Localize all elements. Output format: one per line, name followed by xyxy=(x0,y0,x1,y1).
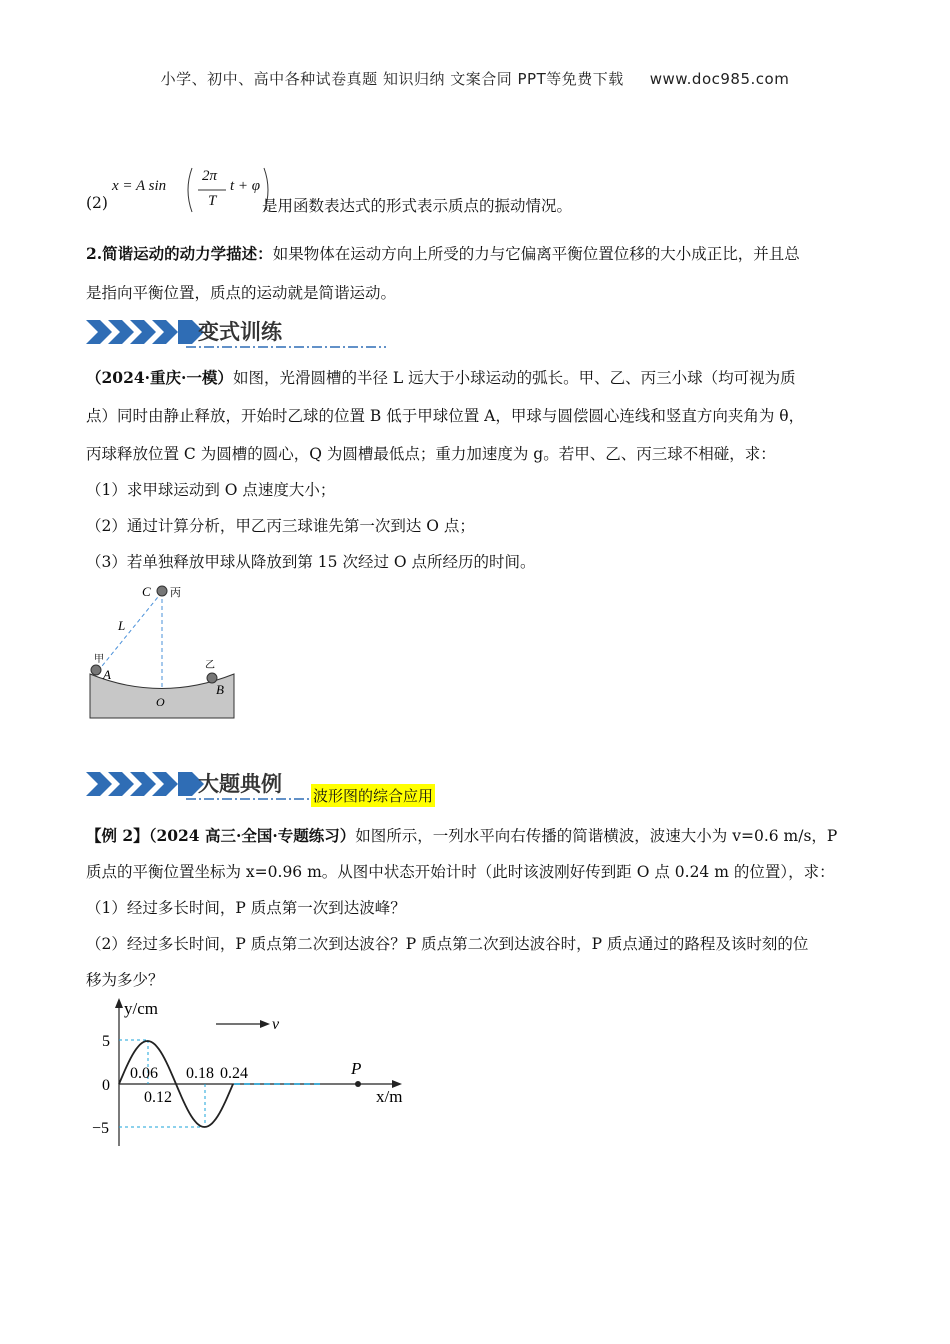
x-tick-024: 0.24 xyxy=(220,1065,248,1082)
y-tick-0: 0 xyxy=(102,1077,110,1094)
problem1-q2: （2）通过计算分析，甲乙丙三球谁先第一次到达 O 点； xyxy=(86,517,475,535)
problem1-line2: 点）同时由静止释放，开始时乙球的位置 B 低于甲球位置 A，甲球与圆偿圆心连线和竖直方向夹角为 θ， xyxy=(86,407,805,425)
ball-bing xyxy=(157,586,167,596)
figure-groove xyxy=(86,578,256,723)
y-tick-neg5: −5 xyxy=(92,1120,110,1137)
velocity-arrow-head xyxy=(260,1020,270,1028)
figure-wave xyxy=(86,996,426,1156)
problem1-q3: （3）若单独释放甲球从降放到第 15 次经过 O 点所经历的时间。 xyxy=(86,553,536,571)
banner2-tag: 波形图的综合应用 xyxy=(311,784,435,807)
example2-line1 xyxy=(86,824,866,848)
page-header xyxy=(0,68,950,89)
problem1-text1: 如图，光滑圆槽的半径 L 远大于小球运动的弧长。甲、乙、丙三小球（均可视为质 xyxy=(232,369,796,387)
x-tick-018: 0.18 xyxy=(186,1065,214,1082)
label-bing: 丙 xyxy=(170,586,181,599)
banner2-underline xyxy=(186,796,316,802)
problem1-q1: （1）求甲球运动到 O 点速度大小； xyxy=(86,481,336,499)
example2-q1: （1）经过多长时间，P 质点第一次到达波峰？ xyxy=(86,899,406,917)
problem1-line3: 丙球释放位置 C 为圆槽的圆心，Q 为圆槽最低点；重力加速度为 g。若甲、乙、丙三球不相碰，求： xyxy=(86,445,776,463)
example2-label: 【例 2】 xyxy=(86,826,149,845)
x-tick-012: 0.12 xyxy=(144,1089,172,1106)
example2-q2a: （2）经过多长时间，P 质点第二次到达波谷？P 质点第二次到达波谷时，P 质点通过的路程及该时刻的位 xyxy=(86,935,809,953)
frac-numerator: 2π xyxy=(202,168,218,184)
label-P: P xyxy=(351,1059,362,1078)
banner-variant-training xyxy=(86,314,506,354)
label-O: O xyxy=(156,695,165,709)
header-text: 小学、初中、高中各种试卷真题 知识归纳 文案合同 PPT等免费下载 xyxy=(160,70,624,88)
banner1-underline xyxy=(186,344,386,350)
left-paren xyxy=(188,168,192,212)
formula-tail: t + φ xyxy=(230,178,261,194)
frac-denominator: T xyxy=(208,193,217,209)
example2-text1: 如图所示，一列水平向右传播的简谐横波，波速大小为 v=0.6 m/s，P xyxy=(355,827,838,845)
label-v: v xyxy=(272,1016,280,1033)
x-axis-label: x/m xyxy=(376,1087,403,1106)
y-axis-label: y/cm xyxy=(124,999,158,1018)
formula-paren-frac xyxy=(184,166,274,214)
banner2-title: 大题典例 xyxy=(198,772,282,796)
formula-item xyxy=(86,158,686,218)
ball-jia xyxy=(91,665,101,675)
example2-source: （2024 高三·全国·专题练习） xyxy=(148,826,356,845)
label-jia: 甲 xyxy=(94,654,104,665)
label-yi: 乙 xyxy=(205,660,215,671)
header-site: www.doc985.com xyxy=(649,70,790,88)
formula-desc: 是用函数表达式的形式表示质点的振动情况。 xyxy=(262,197,573,215)
label-B: B xyxy=(216,682,224,697)
example2-q2b: 移为多少？ xyxy=(86,971,164,989)
section2-text1: 如果物体在运动方向上所受的力与它偏离平衡位置位移的大小成正比，并且总 xyxy=(272,245,800,263)
section2-title: 2.简谐运动的动力学描述： xyxy=(86,244,273,263)
section2-line2: 是指向平衡位置，质点的运动就是简谐运动。 xyxy=(86,284,397,302)
x-tick-006: 0.06 xyxy=(130,1065,158,1082)
problem1-source: （2024·重庆·一模） xyxy=(86,368,233,387)
y-axis-arrow xyxy=(115,998,123,1008)
label-A: A xyxy=(103,667,111,682)
problem1-line1 xyxy=(86,366,866,390)
formula-num: (2) xyxy=(86,194,108,212)
banner-typical-example xyxy=(86,766,506,806)
label-C: C xyxy=(142,584,151,599)
point-P xyxy=(355,1081,361,1087)
radius-line-L xyxy=(98,592,162,671)
formula-prefix: x = A sin xyxy=(112,178,167,194)
banner1-title: 变式训练 xyxy=(198,320,282,344)
section2-line1 xyxy=(86,242,866,266)
label-L: L xyxy=(118,618,126,633)
example2-line2: 质点的平衡位置坐标为 x=0.96 m。从图中状态开始计时（此时该波刚好传到距 O 点 0.24 m 的位置），求： xyxy=(86,863,835,881)
y-tick-5: 5 xyxy=(102,1033,110,1050)
